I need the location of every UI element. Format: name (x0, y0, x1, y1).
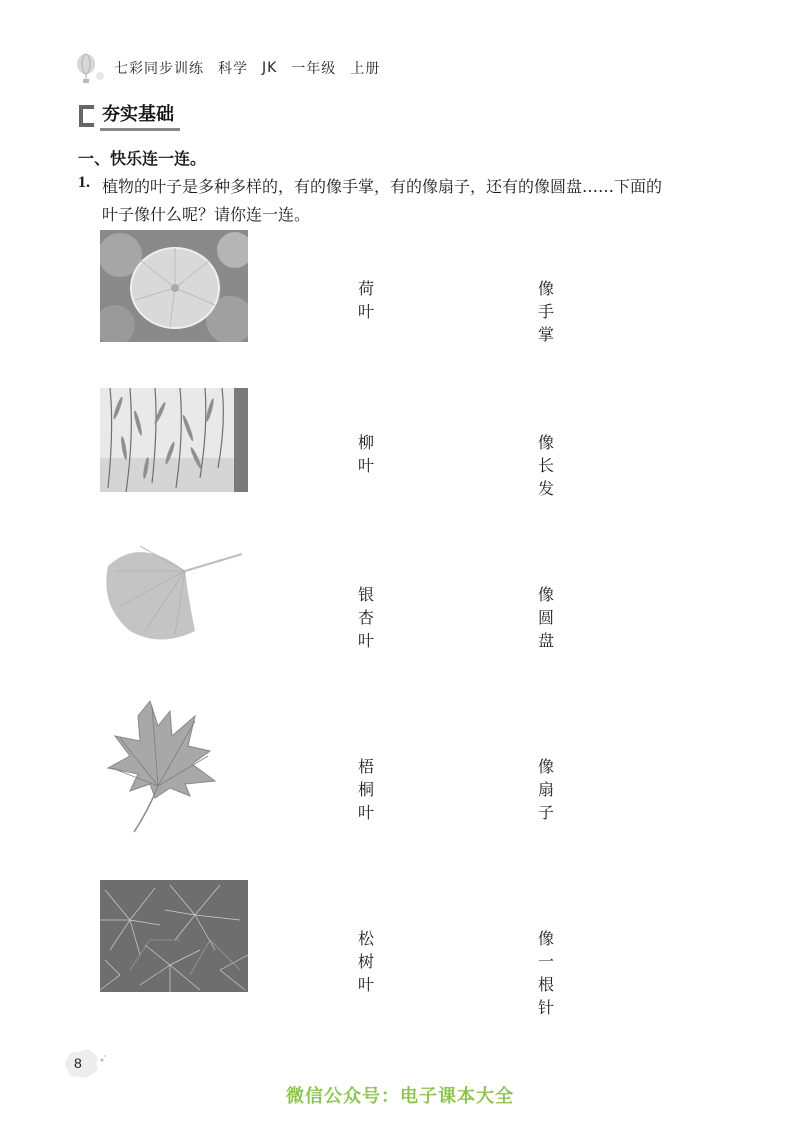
leaf-name: 银杏叶 (358, 585, 375, 650)
section-bracket-icon (78, 105, 96, 127)
willow-leaf-photo (100, 388, 248, 492)
shape-description: 像圆盘 (538, 585, 555, 650)
footer-watermark: 微信公众号：电子课本大全 (286, 1086, 514, 1107)
page-header (74, 52, 380, 84)
section-heading (78, 100, 180, 131)
subject-label: 科学 (218, 61, 248, 77)
balloon-logo-icon (74, 52, 108, 84)
page-number-badge (60, 1046, 108, 1082)
lotus-leaf-photo (100, 230, 248, 342)
leaf-name: 梧桐叶 (358, 757, 375, 822)
grade-label: 一年级 (291, 61, 337, 77)
maple-leaf-photo (100, 696, 248, 836)
question-line-1: 植物的叶子是多种多样的，有的像手掌，有的像扇子，还有的像圆盘……下面的 (102, 177, 663, 196)
edition-label: JK (262, 60, 278, 76)
leaf-name: 柳叶 (358, 433, 375, 475)
shape-description: 像长发 (538, 433, 555, 498)
section-title: 夯实基础 (100, 100, 180, 131)
book-title: 七彩同步训练 (114, 61, 204, 77)
shape-description: 像手掌 (538, 279, 555, 344)
question-line-2: 叶子像什么呢？请你连一连。 (102, 205, 311, 224)
ginkgo-leaf-photo (100, 536, 248, 646)
page-number: 8 (74, 1055, 82, 1071)
leaf-name: 荷叶 (358, 279, 375, 321)
leaf-name: 松树叶 (358, 929, 375, 994)
question-number: 1. (78, 174, 90, 191)
cloud-badge-icon (60, 1046, 108, 1082)
shape-description: 像扇子 (538, 757, 555, 822)
shape-description: 像一根针 (538, 929, 555, 1017)
part-title: 一、快乐连一连。 (78, 149, 207, 168)
volume-label: 上册 (350, 61, 381, 77)
pine-needle-photo (100, 880, 248, 992)
question-text (102, 173, 742, 229)
